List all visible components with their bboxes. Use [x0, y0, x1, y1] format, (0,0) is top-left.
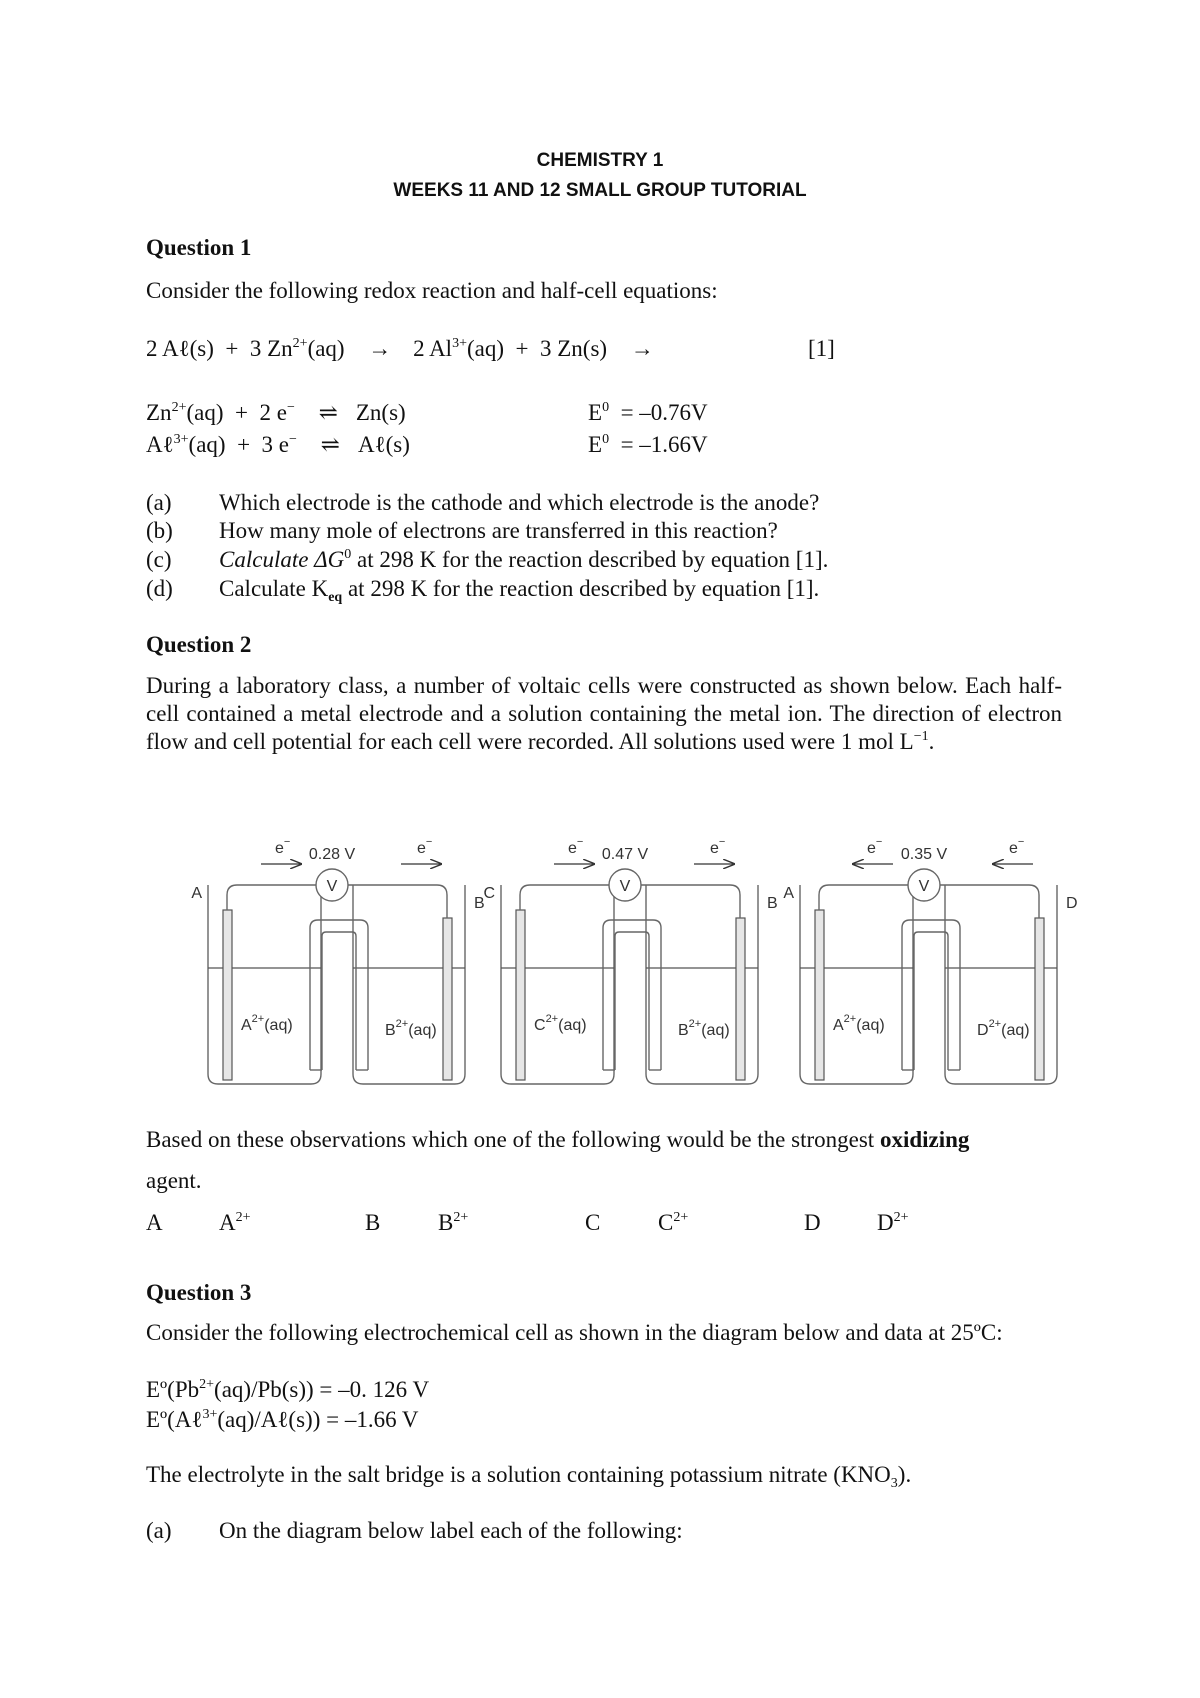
right-wire: [940, 885, 1039, 918]
electron-label: e−: [710, 840, 726, 857]
right-wire: [348, 885, 447, 918]
q1-part-b-label: (b): [146, 518, 173, 543]
q1-part-c-label: (c): [146, 547, 172, 572]
cell-voltage: 0.47 V: [601, 846, 649, 863]
q2-question: Based on these observations which one of the following would be the strongest oxidizing: [146, 1127, 970, 1152]
right-wire: [641, 885, 740, 918]
half-cell-1: $Zn^{2+}(aq) + 2$ e− ⇌ Zn(s): [146, 400, 406, 425]
voltaic-cell-2: [483, 840, 777, 1084]
right-electrode: [1035, 918, 1044, 1080]
option-b-letter[interactable]: B: [365, 1210, 381, 1235]
electron-label: e−: [1009, 840, 1025, 857]
voltmeter-label: V: [619, 878, 631, 895]
left-wire: [520, 885, 609, 910]
left-wire: [819, 885, 908, 910]
electron-label: e−: [275, 840, 291, 857]
salt-bridge-inner: [322, 932, 356, 1070]
right-ion-label: $B^{2+}(aq)$: [678, 1018, 730, 1039]
left-ion-label: $C^{2+}(aq)$: [534, 1013, 587, 1034]
cell-voltage: 0.28 V: [308, 846, 356, 863]
reaction-arrow-2: →: [630, 336, 654, 361]
reaction-rhs: 2 Al: [413, 336, 453, 361]
voltmeter-label: V: [918, 878, 930, 895]
q1-part-a-text: Which electrode is the cathode and which electrode is the anode?: [219, 490, 820, 515]
half-cell-2: Aℓ$^{3+}$(aq) + 3 e− ⇌ Aℓ(s): [146, 432, 410, 457]
left-electrode-label: A: [783, 885, 794, 902]
left-ion-label: $A^{2+}(aq)$: [241, 1013, 293, 1034]
reaction-lhs: 2 Aℓ(s) + 3 Zn: [146, 336, 293, 361]
q3-part-a-label: (a): [146, 1518, 172, 1543]
electron-label: e−: [867, 840, 883, 857]
left-electrode-label: C: [483, 885, 495, 902]
right-electrode: [736, 918, 745, 1080]
left-electrode: [223, 910, 232, 1080]
cells-group: [191, 840, 1077, 1084]
salt-bridge-outer: [902, 920, 960, 1070]
right-electrode: [443, 918, 452, 1080]
option-d-ion[interactable]: $D^{2+}$: [877, 1210, 909, 1235]
q1-reaction: 2 Aℓ(s) + 3 $Zn^{2+}(aq) \to 2$ $Al^{3+}(aq) + 3$ Zn(s) →: [146, 336, 654, 361]
half-cell-1-potential: $E^0 = -0.76V$: [588, 400, 708, 425]
left-electrode-label: A: [191, 885, 202, 902]
equation-tag: [1]: [808, 336, 835, 361]
q3-salt-bridge: The electrolyte in the salt bridge is a solution containing potassium nitrate $(KNO_3)$.: [146, 1462, 912, 1491]
option-d-letter[interactable]: D: [804, 1210, 821, 1235]
q1-heading: Question 1: [146, 235, 252, 260]
right-ion-label: $B^{2+}(aq)$: [385, 1018, 437, 1039]
q3-potential-2: Eº(Aℓ$^{3+}$(aq)/Aℓ(s)) = –1.66 V: [146, 1407, 419, 1432]
half-cell-2-potential: $E^0 = -1.66V$: [588, 432, 708, 457]
option-c-letter[interactable]: C: [585, 1210, 601, 1235]
salt-bridge-inner: [914, 932, 948, 1070]
q2-paragraph: During a laboratory class, a number of voltaic cells were constructed as shown below. Each half-cell contained a metal electrode and a solution containing the metal ion. The direction of electron flow and cell potential for each cell were recorded. All solutions used were 1 mol $L^{-1}$.: [146, 673, 1062, 754]
salt-bridge-outer: [310, 920, 368, 1070]
voltaic-cell-1: [191, 840, 484, 1084]
reaction-arrow: →: [368, 336, 392, 361]
q3-heading: Question 3: [146, 1280, 252, 1305]
document-subtitle: WEEKS 11 AND 12 SMALL GROUP TUTORIAL: [393, 180, 807, 201]
right-electrode-label: D: [1066, 895, 1078, 912]
option-c-ion[interactable]: $C^{2+}$: [658, 1210, 689, 1235]
salt-bridge-outer: [603, 920, 661, 1070]
electron-label: e−: [568, 840, 584, 857]
right-ion-label: $D^{2+}(aq)$: [977, 1018, 1030, 1039]
q2-heading: Question 2: [146, 632, 252, 657]
q3-potential-1: $Eº(Pb^{2+}(aq)/Pb(s)) = -0$. 126 V: [146, 1377, 430, 1402]
voltmeter-label: V: [326, 878, 338, 895]
salt-bridge-inner: [615, 932, 649, 1070]
q3-part-a-text: On the diagram below label each of the following:: [219, 1518, 683, 1543]
electron-label: e−: [417, 840, 433, 857]
q3-intro: Consider the following electrochemical cell as shown in the diagram below and data at 25ºC:: [146, 1320, 1003, 1345]
option-a-ion[interactable]: $A^{2+}$: [219, 1210, 251, 1235]
left-wire: [227, 885, 316, 910]
q2-question-end: agent.: [146, 1168, 202, 1193]
q1-part-d-label: (d): [146, 576, 173, 601]
option-b-ion[interactable]: $B^{2+}$: [438, 1210, 469, 1235]
voltaic-cell-3: [783, 840, 1077, 1084]
q1-part-c-text: Calculate $\Delta G^0$ at 298 K for the reaction described by equation [1].: [219, 547, 829, 572]
q1-part-d-text: Calculate $K_{eq}$ at 298 K for the reaction described by equation [1].: [219, 576, 820, 605]
q1-part-b-text: How many mole of electrons are transferred in this reaction?: [219, 518, 778, 543]
q1-intro: Consider the following redox reaction and half-cell equations:: [146, 278, 718, 303]
option-a-letter[interactable]: A: [146, 1210, 163, 1235]
document-title: CHEMISTRY 1: [536, 150, 664, 171]
left-electrode: [815, 910, 824, 1080]
right-electrode-label: B: [474, 895, 485, 912]
cell-voltage: 0.35 V: [900, 846, 948, 863]
q1-part-a-label: (a): [146, 490, 172, 515]
voltaic-cells-diagram: [0, 840, 1200, 1100]
left-electrode: [516, 910, 525, 1080]
left-ion-label: $A^{2+}(aq)$: [833, 1013, 885, 1034]
right-electrode-label: B: [767, 895, 778, 912]
